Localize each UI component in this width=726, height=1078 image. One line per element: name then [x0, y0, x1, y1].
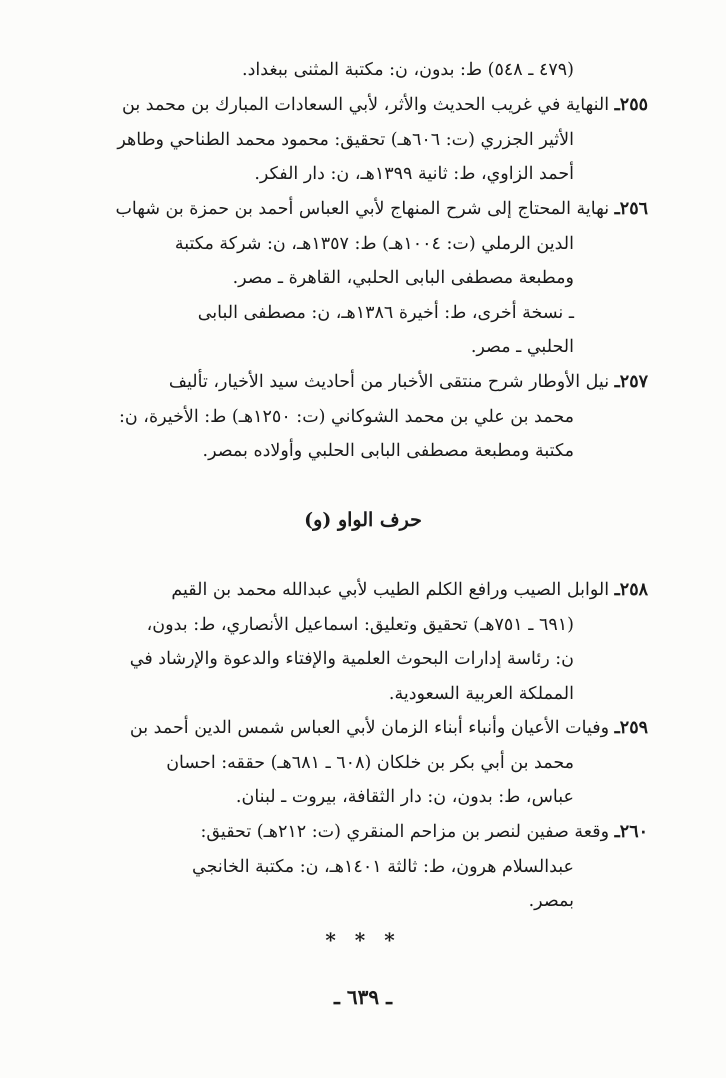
entry-number: ٢٥٨ـ [614, 580, 648, 600]
section-separator: * * * [325, 928, 401, 952]
text-line: نهاية المحتاج إلى شرح المنهاج لأبي العباس أحمد بن حمزة بن شهاب [115, 199, 610, 219]
text-line: وفيات الأعيان وأنباء أبناء الزمان لأبي العباس شمس الدين أحمد بن [129, 718, 610, 738]
text-line: مكتبة ومطبعة مصطفى البابى الحلبي وأولاده بمصر. [202, 441, 574, 461]
text-line: نيل الأوطار شرح منتقى الأخبار من أحاديث سيد الأخيار، تأليف [168, 372, 610, 392]
entry-number: ٢٥٥ـ [614, 95, 648, 115]
entry-number: ٢٥٦ـ [614, 199, 648, 219]
entry-number: ٢٦٠ـ [614, 822, 648, 842]
continuation-text [88, 53, 648, 88]
bibliography-entry-257 [88, 365, 648, 469]
text-line: (٦٩١ ـ ٧٥١هـ) تحقيق وتعليق: اسماعيل الأنصاري، ط: بدون، [146, 614, 574, 635]
entry-number: ٢٥٧ـ [614, 372, 648, 392]
bibliography-entry-259 [88, 711, 648, 815]
entry-number: ٢٥٩ـ [614, 718, 648, 738]
text-line: ن: رئاسة إدارات البحوث العلمية والإفتاء والدعوة والإرشاد في [129, 649, 574, 669]
text-line: ومطبعة مصطفى البابى الحلبي، القاهرة ـ مصر. [232, 268, 574, 288]
text-line: الوابل الصيب ورافع الكلم الطيب لأبي عبدالله محمد بن القيم [171, 580, 610, 600]
text-line: ـ نسخة أخرى، ط: أخيرة ١٣٨٦هـ، ن: مصطفى البابى [197, 302, 574, 323]
bibliography-entry-256 [88, 192, 648, 365]
text-line: الحلبي ـ مصر. [470, 337, 574, 357]
text-line: المملكة العربية السعودية. [388, 683, 574, 704]
bibliography-entry-255 [88, 88, 648, 192]
text-line: أحمد الزاوي، ط: ثانية ١٣٩٩هـ، ن: دار الفكر. [254, 164, 574, 184]
text-line: محمد بن أبي بكر بن خلكان (٦٠٨ ـ ٦٨١هـ) حققه: احسان [166, 752, 574, 773]
text-line: عبدالسلام هرون، ط: ثالثة ١٤٠١هـ، ن: مكتبة الخانجي [192, 856, 574, 877]
text-line: الأثير الجزري (ت: ٦٠٦هـ) تحقيق: محمود محمد الطناحي وطاهر [117, 129, 574, 150]
text-line: الدين الرملي (ت: ١٠٠٤هـ) ط: ١٣٥٧هـ، ن: شركة مكتبة [174, 233, 574, 254]
bibliography-entry-258 [88, 573, 648, 711]
text-line: عباس، ط: بدون، ن: دار الثقافة، بيروت ـ لبنان. [235, 787, 574, 807]
text-line: النهاية في غريب الحديث والأثر، لأبي السعادات المبارك بن محمد بن [122, 95, 610, 115]
section-title: حرف الواو (و) [304, 509, 422, 531]
text-line: بمصر. [528, 891, 574, 911]
page-number: ـ ٦٣٩ ـ [334, 985, 392, 1009]
text-line: وقعة صفين لنصر بن مزاحم المنقري (ت: ٢١٢هـ) تحقيق: [200, 822, 610, 842]
bibliography-entry-260 [88, 815, 648, 919]
text-line: (٤٧٩ ـ ٥٤٨) ط: بدون، ن: مكتبة المثنى ببغداد. [242, 60, 574, 80]
text-line: محمد بن علي بن محمد الشوكاني (ت: ١٢٥٠هـ) ط: الأخيرة، ن: [119, 406, 574, 427]
